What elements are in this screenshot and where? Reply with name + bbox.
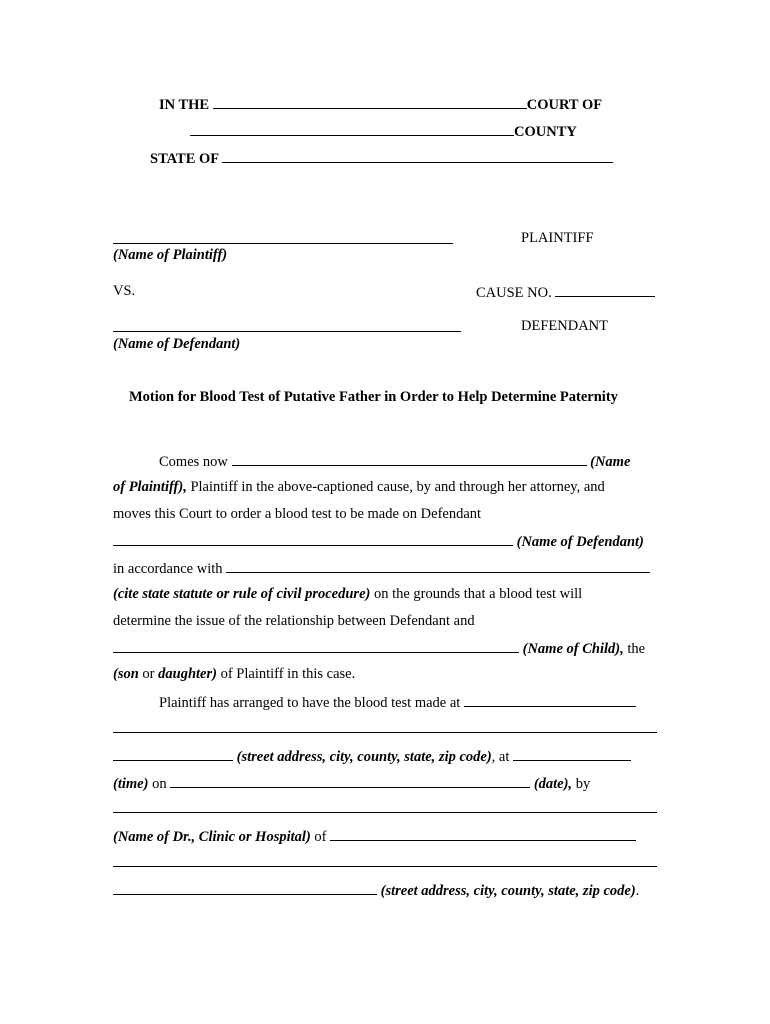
plaintiff-name-blank[interactable] [113,229,453,244]
of-text: of [314,829,327,845]
cite-statute-label: (cite state statute or rule of civil procedure) [113,586,371,602]
body-line-9-text: of Plaintiff in this case. [220,666,356,682]
body-line-15 [113,826,636,846]
cause-number-blank[interactable] [555,282,655,297]
time-label: (time) [113,776,149,792]
doctor-address-line-3-blank[interactable] [113,880,377,895]
of-plaintiff-label: of Plaintiff), [113,479,187,495]
body-line-7: determine the issue of the relationship between Defendant and [113,613,475,629]
time-blank[interactable] [513,746,631,761]
caption-in-the: IN THE [159,97,210,113]
blood-test-arranged-text: Plaintiff has arranged to have the blood test made at [159,695,461,711]
body-line-12 [113,746,631,766]
doctor-address-line-2-blank[interactable] [113,866,657,867]
daughter-label: daughter) [158,666,217,682]
body-line-6 [113,585,582,603]
street-address-label-2: (street address, city, county, state, zip code) [380,883,636,899]
defendant-name-line [113,317,461,337]
body-line-8 [113,638,645,658]
body-line-2 [113,478,605,496]
doctor-address-blank[interactable] [330,826,636,841]
name-of-child-label: (Name of Child), [522,641,624,657]
address-line-2-blank[interactable] [113,746,233,761]
body-line-5 [113,558,650,578]
in-accordance-text: in accordance with [113,561,223,577]
body-line-13 [113,773,590,793]
body-line-4 [113,531,644,551]
son-label: (son [113,666,139,682]
doctor-name-blank[interactable] [113,812,657,813]
address-line-1-blank[interactable] [113,732,657,733]
defendant-name-blank[interactable] [113,317,461,332]
date-label: (date), [533,776,573,792]
body-line-6-text: on the grounds that a blood test will [373,586,583,602]
on-text: on [152,776,167,792]
body-line-1 [159,451,630,471]
body-line-10 [159,692,636,712]
closing-period: . [635,883,640,899]
court-name-blank[interactable] [213,94,527,109]
vs-label: VS. [113,283,136,299]
or-text: or [142,666,155,682]
body-line-17 [113,880,639,900]
body-line-2-text: Plaintiff in the above-captioned cause, by and through her attorney, and [190,479,605,495]
body-line-9 [113,665,355,683]
name-of-doctor-label: (Name of Dr., Clinic or Hospital) [113,829,311,845]
name-of-plaintiff-label: (Name of Plaintiff) [113,247,228,263]
caption-state-of: STATE OF [150,151,219,167]
statute-blank[interactable] [226,558,650,573]
caption-court-line [159,94,602,114]
cause-number-line [476,282,655,302]
name-of-defendant-label: (Name of Defendant) [113,336,241,352]
child-name-blank[interactable] [113,638,519,653]
caption-court-of: COURT OF [526,97,603,113]
plaintiff-name-body-blank[interactable] [232,451,587,466]
defendant-name-body-blank[interactable] [113,531,513,546]
name-part-label: (Name [590,454,631,470]
defendant-label: DEFENDANT [521,318,608,334]
caption-county: COUNTY [514,124,577,140]
caption-county-line [190,121,577,141]
name-of-defendant-inline: (Name of Defendant) [516,534,644,550]
motion-title: Motion for Blood Test of Putative Father in Order to Help Determine Paternity [129,389,618,405]
body-line-3: moves this Court to order a blood test to be made on Defendant [113,506,482,522]
test-location-blank[interactable] [464,692,636,707]
plaintiff-label: PLAINTIFF [521,230,594,246]
comes-now-text: Comes now [159,454,228,470]
date-blank[interactable] [170,773,530,788]
body-line-8-text: the [627,641,646,657]
cause-no-label: CAUSE NO. [476,285,552,301]
at-text: , at [491,749,510,765]
by-text: by [575,776,591,792]
caption-state-line [150,148,613,168]
street-address-label-1: (street address, city, county, state, zip code) [236,749,492,765]
state-name-blank[interactable] [222,148,613,163]
county-name-blank[interactable] [190,121,514,136]
